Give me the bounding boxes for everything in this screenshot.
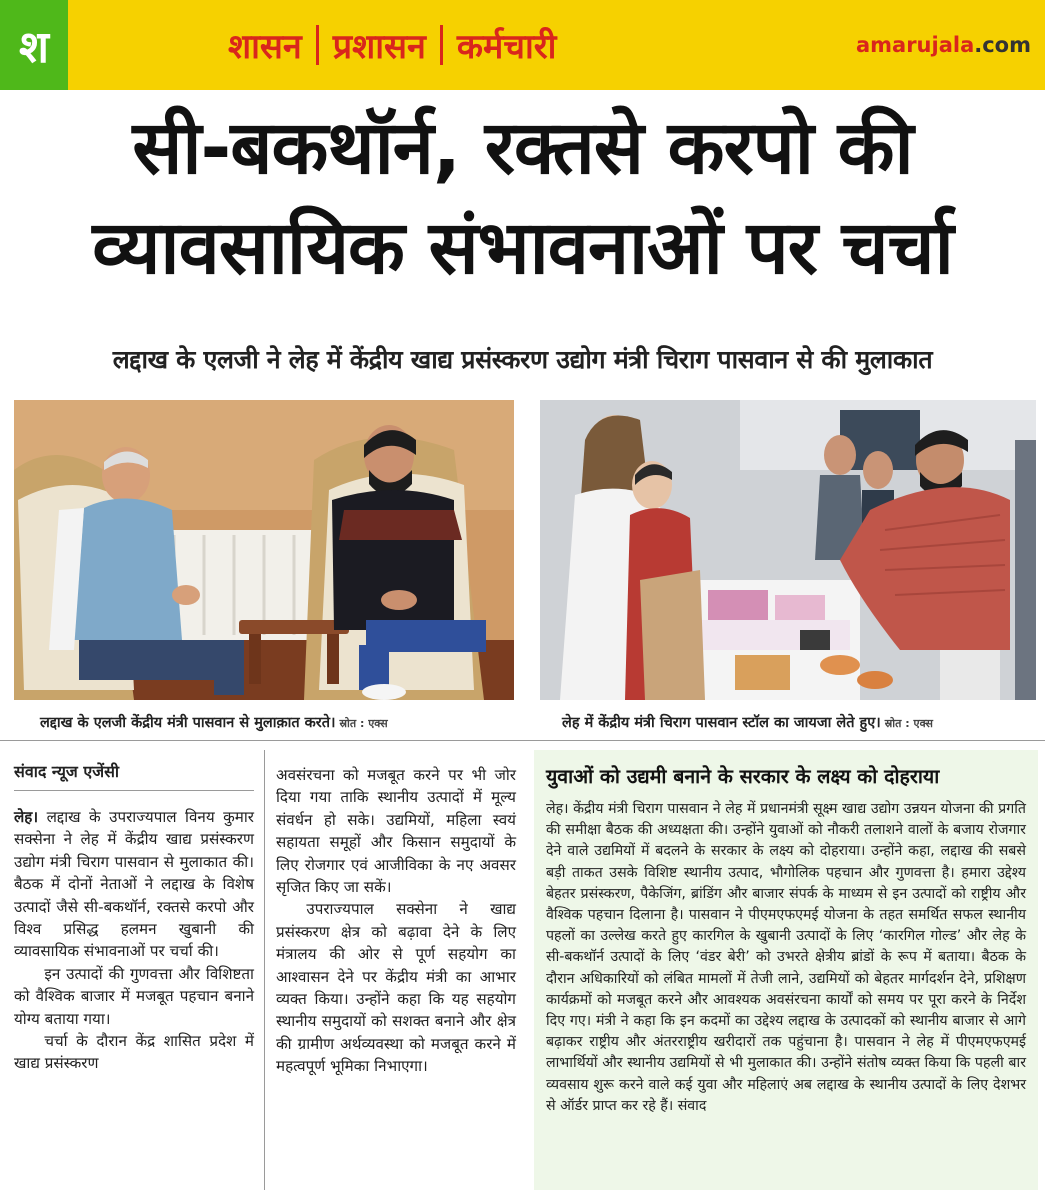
section-nav — [228, 22, 556, 68]
article-paragraph: अवसंरचना को मजबूत करने पर भी जोर दिया गया ताकि स्थानीय उत्पादों में मूल्य संवर्धन हो सके। उद्यमियों, महिला स्वयं सहायता समूहों और किसान समुदायों के लिए रोजगार एवं आजीविका के नए अवसर सृजित किए जा सकें। — [276, 766, 516, 897]
sidebar-headline: युवाओं को उद्यमी बनाने के सरकार के लक्ष्य को दोहराया — [546, 765, 940, 788]
subheadline: लद्दाख के एलजी ने लेह में केंद्रीय खाद्य प्रसंस्करण उद्योग मंत्री चिराग पासवान से की मुलाकात — [112, 345, 933, 374]
article-paragraph — [14, 806, 254, 963]
photo-credit: स्रोत : एक्स — [339, 717, 388, 730]
section-header — [0, 0, 1045, 90]
byline: संवाद न्यूज एजेंसी — [14, 762, 120, 781]
photo-stall-illustration — [540, 400, 1036, 700]
article-paragraph: इन उत्पादों की गुणवत्ता और विशिष्टता को वैश्विक बाजार में मजबूत पहचान बनाने योग्य बताया गया। — [14, 964, 254, 1028]
headline-line-2: व्यावसायिक संभावनाओं पर चर्चा — [92, 205, 953, 291]
section-tag-karmachari: कर्मचारी — [456, 27, 557, 67]
section-tag-prashasan: प्रशासन — [332, 27, 426, 67]
caption-text: लद्दाख के एलजी केंद्रीय मंत्री पासवान से मुलाक़ात करते। — [40, 715, 336, 731]
photo-lg-meeting — [14, 400, 514, 700]
article-column-1 — [14, 806, 254, 1075]
column-rule — [264, 750, 265, 1190]
sidebar-story — [534, 750, 1038, 1190]
section-rule — [0, 740, 1045, 741]
brand-suffix: .com — [974, 33, 1031, 57]
sidebar-body: लेह। केंद्रीय मंत्री चिराग पासवान ने लेह में प्रधानमंत्री सूक्ष्म खाद्य उद्योग उन्नयन योजना की प्रगति की समीक्षा बैठक की अध्यक्षता की। उन्होंने युवाओं को नौकरी तलाशने वालों के बजाय रोजगार देने वाले उद्यमियों में बदलने के सरकार के लक्ष्य को दोहराया। उन्होंने कहा, लद्दाख की सबसे बड़ी ताकत उसके विशिष्ट स्थानीय उत्पाद, भौगोलिक पहचान और गुणवत्ता है। हमारा उद्देश्य बेहतर प्रसंस्करण, पैकेजिंग, ब्रांडिंग और बाजार संपर्क के माध्यम से इन उत्पादों को राष्ट्रीय और वैश्विक पहचान दिलाना है। पासवान ने पीएमएफएमई योजना के तहत समर्थित सफल स्थानीय पहलों का उल्लेख करते हुए कारगिल के खुबानी उत्पादों के लिए ‘कारगिल गोल्ड’ और लेह के सी-बकथॉर्न उत्पादों के लिए ‘वंडर बेरी’ को उभरते क्षेत्रीय ब्रांडों के रूप में बताया। बैठक के दौरान अधिकारियों को लंबित मामलों में तेजी लाने, उद्यमियों को बेहतर मार्गदर्शन देने, प्रशिक्षण कार्यक्रमों को मजबूत करने और आवश्यक अवसंरचना कार्यों को समय पर पूरा करने के निर्देश दिए गए। मंत्री ने कहा कि इन कदमों का उद्देश्य लद्दाख के उत्पादकों को स्थानीय बाजार से आगे बढ़ाकर राष्ट्रीय और अंतरराष्ट्रीय खरीदारों तक पहुंचाना है। पासवान ने लेह में पीएमएफएमई लाभार्थियों और स्थानीय उद्यमियों से भी मुलाकात की। उन्होंने संतोष व्यक्त किया कि पहली बार व्यवसाय शुरू करने वाले कई युवा और महिलाएं अब लद्दाख के स्थानीय उत्पादों के लिए देशभर से ऑर्डर प्राप्त कर रहे हैं। संवाद — [546, 801, 1026, 1114]
section-divider — [316, 25, 319, 65]
headline-line-1: सी-बकथॉर्न, रक्तसे करपो की — [132, 105, 913, 191]
section-badge: श — [0, 0, 68, 90]
photo-credit: स्रोत : एक्स — [884, 717, 933, 730]
caption-text: लेह में केंद्रीय मंत्री चिराग पासवान स्टॉल का जायजा लेते हुए। — [562, 715, 881, 731]
headline — [0, 98, 1045, 298]
article-column-2 — [276, 764, 516, 1078]
brand-name: amarujala — [855, 33, 975, 57]
byline-rule — [14, 790, 254, 791]
site-logo — [856, 33, 1031, 57]
article-paragraph: चर्चा के दौरान केंद्र शासित प्रदेश में खाद्य प्रसंस्करण — [14, 1032, 254, 1073]
dateline: लेह। — [14, 808, 39, 826]
article-paragraph: उपराज्यपाल सक्सेना ने खाद्य प्रसंस्करण क्षेत्र को बढ़ावा देने के लिए मंत्रालय की ओर से पूर्ण सहयोग का आश्वासन देने पर केंद्रीय मंत्री का आभार व्यक्त किया। उन्होंने कहा कि यह सहयोग स्थानीय समुदायों को सशक्त बनाने और क्षेत्र की ग्रामीण अर्थव्यवस्था को मजबूत करने में महत्वपूर्ण भूमिका निभाएगा। — [276, 900, 516, 1076]
article-lead-text: लद्दाख के उपराज्यपाल विनय कुमार सक्सेना ने लेह में केंद्रीय खाद्य प्रसंस्करण उद्योग मंत्री चिराग पासवान से मुलाकात की। बैठक में दोनों नेताओं ने लद्दाख के विशेष उत्पादों जैसे सी-बकथॉर्न, रक्तसे करपो और विश्व प्रसिद्ध हलमन खुबानी की व्यावसायिक संभावनाओं पर चर्चा की। — [14, 808, 254, 961]
photo-left-caption — [40, 712, 388, 732]
photo-right-caption — [562, 712, 933, 732]
section-tag-shasan: शासन — [228, 27, 302, 67]
photo-stall-visit — [540, 400, 1036, 700]
section-divider — [440, 25, 443, 65]
photo-meeting-illustration — [14, 400, 514, 700]
